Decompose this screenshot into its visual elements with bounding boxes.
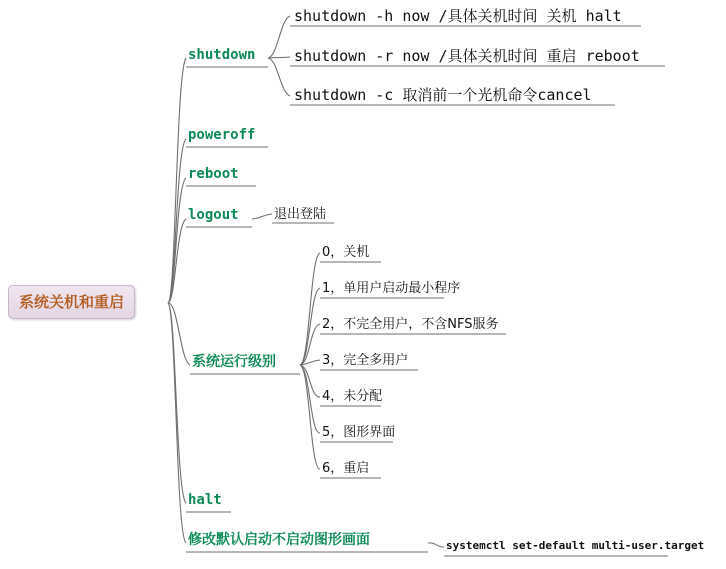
branch-logout-label: logout bbox=[188, 207, 239, 223]
leaf-systemctl-command[interactable] bbox=[444, 538, 706, 554]
branch-default-target[interactable] bbox=[186, 531, 372, 551]
leaf-runlevel-3[interactable] bbox=[320, 352, 410, 371]
leaf-shutdown-reboot-label: shutdown -r now /具体关机时间 重启 reboot bbox=[294, 47, 640, 65]
leaf-runlevel-5[interactable] bbox=[320, 424, 397, 443]
branch-runlevel-label: 系统运行级别 bbox=[192, 354, 276, 370]
leaf-shutdown-cancel-label: shutdown -c 取消前一个光机命令cancel bbox=[294, 86, 592, 104]
leaf-shutdown-reboot[interactable] bbox=[292, 46, 642, 67]
leaf-runlevel-1[interactable] bbox=[320, 280, 462, 299]
branch-runlevel[interactable] bbox=[190, 353, 278, 373]
branch-poweroff-label: poweroff bbox=[188, 127, 256, 143]
leaf-runlevel-2[interactable] bbox=[320, 316, 501, 335]
leaf-runlevel-5-label: 5，图形界面 bbox=[322, 425, 396, 440]
branch-shutdown-label: shutdown bbox=[188, 47, 256, 63]
leaf-runlevel-3-label: 3，完全多用户 bbox=[322, 353, 409, 368]
branch-logout[interactable] bbox=[186, 206, 241, 226]
leaf-logout-note[interactable] bbox=[272, 206, 328, 225]
branch-halt-label: halt bbox=[188, 492, 222, 508]
leaf-logout-note-label: 退出登陆 bbox=[274, 207, 327, 222]
leaf-runlevel-6[interactable] bbox=[320, 460, 371, 479]
leaf-shutdown-cancel[interactable] bbox=[292, 85, 594, 106]
leaf-runlevel-6-label: 6，重启 bbox=[322, 461, 370, 476]
leaf-systemctl-command-label: systemctl set-default multi-user.target bbox=[446, 539, 705, 552]
leaf-runlevel-4[interactable] bbox=[320, 388, 384, 407]
leaf-runlevel-0[interactable] bbox=[320, 244, 371, 263]
leaf-runlevel-4-label: 4，未分配 bbox=[322, 389, 383, 404]
branch-shutdown[interactable] bbox=[186, 46, 257, 66]
branch-halt[interactable] bbox=[186, 491, 224, 511]
leaf-shutdown-halt-label: shutdown -h now /具体关机时间 关机 halt bbox=[294, 7, 622, 25]
branch-default-target-label: 修改默认启动不启动图形画面 bbox=[188, 532, 370, 548]
root-label: 系统关机和重启 bbox=[19, 293, 125, 311]
leaf-runlevel-1-label: 1，单用户启动最小程序 bbox=[322, 281, 461, 296]
branch-reboot[interactable] bbox=[186, 165, 241, 185]
leaf-shutdown-halt[interactable] bbox=[292, 6, 624, 27]
branch-poweroff[interactable] bbox=[186, 126, 257, 146]
root-node[interactable] bbox=[8, 285, 135, 319]
leaf-runlevel-0-label: 0，关机 bbox=[322, 245, 370, 260]
branch-reboot-label: reboot bbox=[188, 166, 239, 182]
leaf-runlevel-2-label: 2，不完全用户，不含NFS服务 bbox=[322, 317, 499, 332]
